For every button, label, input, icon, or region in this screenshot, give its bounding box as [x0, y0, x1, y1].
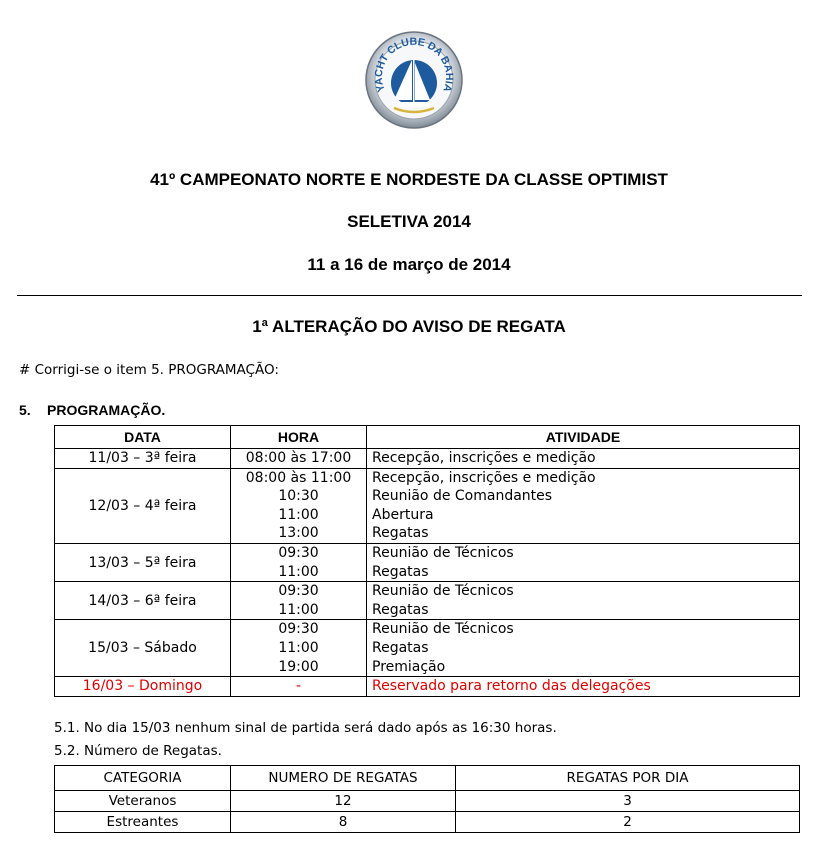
time-entry: 11:00 [278, 563, 319, 580]
activity-cell [367, 468, 800, 543]
date-cell: 11/03 – 3ª feira [55, 449, 231, 469]
item-5-2: 5.2. Número de Regatas. [54, 743, 222, 759]
activity-cell [367, 449, 800, 469]
activity-entry: Regatas [372, 525, 429, 542]
event-dates: 11 a 16 de março de 2014 [307, 255, 511, 274]
regattas-header-row [55, 766, 800, 791]
time-cell [231, 582, 367, 620]
date-cell: 15/03 – Sábado [55, 620, 231, 677]
activity-cell [367, 677, 800, 697]
date-cell: 12/03 – 4ª feira [55, 468, 231, 543]
date-cell: 13/03 – 5ª feira [55, 543, 231, 581]
seletiva-title: SELETIVA 2014 [347, 212, 471, 231]
activity-entry: Reunião de Técnicos [372, 544, 514, 561]
time-cell [231, 449, 367, 469]
table-row [55, 582, 800, 620]
activity-entry: Recepção, inscrições e medição [372, 469, 596, 486]
activity-entry: Regatas [372, 563, 429, 580]
time-entry: - [295, 678, 302, 695]
club-logo [364, 30, 464, 130]
time-entry: 11:00 [278, 639, 319, 656]
time-entry: 09:30 [278, 621, 319, 638]
time-cell [231, 620, 367, 677]
section-title: PROGRAMAÇÃO. [47, 402, 166, 418]
table-row [55, 620, 800, 677]
time-entry: 11:00 [278, 506, 319, 523]
activity-cell [367, 582, 800, 620]
activity-entry: Recepção, inscrições e medição [372, 450, 596, 466]
time-cell [231, 468, 367, 543]
time-entry: 10:30 [278, 488, 319, 505]
time-entry: 08:00 às 11:00 [245, 469, 352, 486]
number-cell: 8 [231, 812, 456, 833]
category-cell: Estreantes [55, 812, 231, 833]
time-entry: 13:00 [278, 525, 319, 542]
col-header-activity: ATIVIDADE [367, 426, 800, 449]
col-header-category: CATEGORIA [55, 766, 231, 791]
table-row [55, 791, 800, 812]
activity-cell [367, 543, 800, 581]
time-entry: 09:30 [278, 544, 319, 561]
date-cell: 14/03 – 6ª feira [55, 582, 231, 620]
amendment-title: 1ª ALTERAÇÃO DO AVISO DE REGATA [252, 317, 566, 336]
time-entry: 19:00 [278, 658, 319, 675]
time-entry: 08:00 às 17:00 [245, 450, 352, 466]
time-cell [231, 543, 367, 581]
activity-entry: Regatas [372, 601, 429, 618]
per-day-cell: 3 [456, 791, 800, 812]
table-row [55, 812, 800, 833]
activity-entry: Regatas [372, 639, 429, 656]
col-header-date: DATA [55, 426, 231, 449]
activity-entry: Reunião de Técnicos [372, 583, 514, 600]
per-day-cell: 2 [456, 812, 800, 833]
table-row [55, 449, 800, 469]
time-entry: 11:00 [278, 601, 319, 618]
table-row [55, 468, 800, 543]
activity-entry: Reunião de Comandantes [372, 488, 553, 505]
activity-entry: Premiação [372, 658, 446, 675]
date-cell: 16/03 – Domingo [55, 677, 231, 697]
section-heading [19, 402, 165, 418]
correction-note: # Corrigi-se o item 5. PROGRAMAÇÃO: [19, 362, 279, 378]
category-cell: Veteranos [55, 791, 231, 812]
col-header-number: NUMERO DE REGATAS [231, 766, 456, 791]
table-row [55, 543, 800, 581]
championship-title: 41º CAMPEONATO NORTE E NORDESTE DA CLASSE OPTIMIST [150, 170, 668, 189]
activity-cell [367, 620, 800, 677]
col-header-time: HORA [231, 426, 367, 449]
table-row [55, 677, 800, 697]
divider [17, 295, 802, 296]
time-entry: 09:30 [278, 583, 319, 600]
logo-text: YACHT CLUBE DA BAHIA [372, 35, 456, 94]
regattas-table [54, 765, 800, 833]
time-cell [231, 677, 367, 697]
activity-entry: Reunião de Técnicos [372, 621, 514, 638]
activity-entry: Abertura [372, 506, 434, 523]
col-header-per-day: REGATAS POR DIA [456, 766, 800, 791]
schedule-header-row [55, 426, 800, 449]
activity-entry: Reservado para retorno das delegações [372, 678, 651, 695]
item-5-1: 5.1. No dia 15/03 nenhum sinal de partida será dado após as 16:30 horas. [54, 720, 557, 736]
schedule-table [54, 425, 800, 697]
section-number: 5. [19, 402, 31, 418]
number-cell: 12 [231, 791, 456, 812]
